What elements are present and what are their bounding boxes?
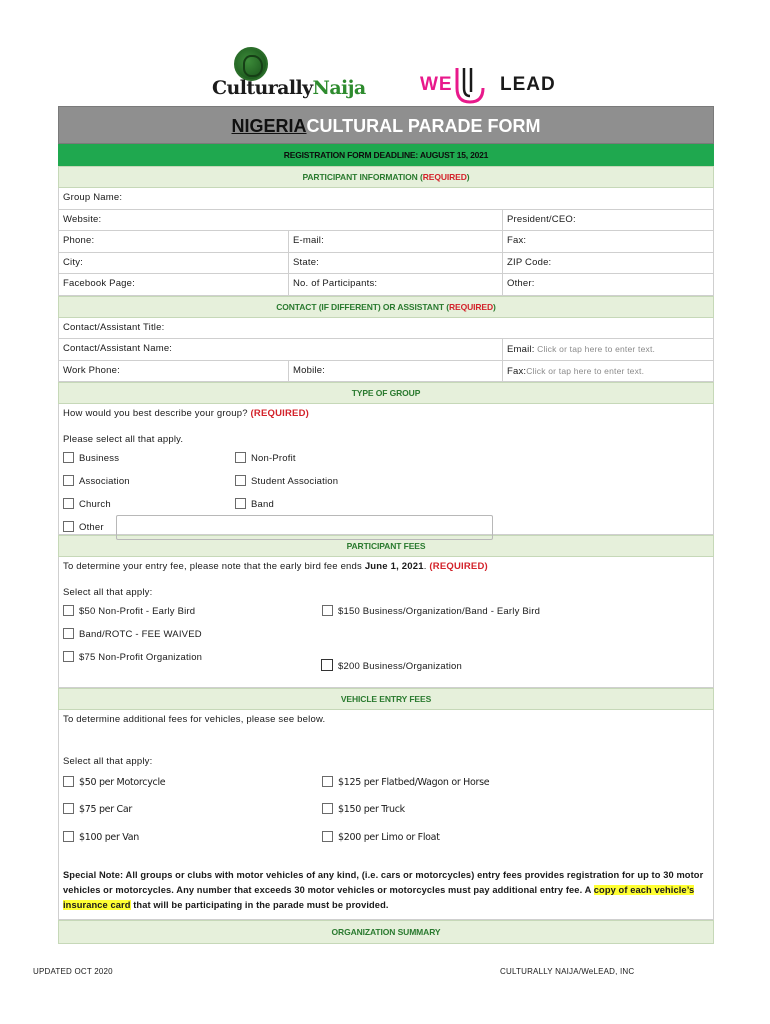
group-question: How would you best describe your group? (REQUIRED) bbox=[63, 408, 310, 419]
option-student-association[interactable]: Student Association bbox=[235, 475, 338, 487]
globe-icon bbox=[234, 47, 268, 81]
section-type-of-group: TYPE OF GROUP bbox=[58, 382, 714, 404]
option-band[interactable]: Band bbox=[235, 498, 274, 510]
contact-title-field[interactable]: Contact/Assistant Title: bbox=[58, 318, 714, 340]
checkbox[interactable] bbox=[63, 628, 74, 639]
welead-mark-icon bbox=[454, 66, 486, 104]
logo-text-lead: LEAD bbox=[500, 74, 556, 95]
special-note: Special Note: All groups or clubs with motor vehicles of any kind, (i.e. cars or motorcycles) entry fees provides registration for up to 30 motor vehicles or motorcycles. Any number that exceeds 30 motor vehicles or motorcycles must pay additional entry fee. A copy of each vehicle’s insurance card that will be participating in the parade must be provided. bbox=[63, 870, 704, 910]
contact-email-field[interactable]: Email: Click or tap here to enter text. bbox=[507, 344, 656, 355]
logo-text-we: WE bbox=[420, 74, 453, 95]
vehicle-option-motorcycle[interactable]: $50 per Motorcycle bbox=[63, 776, 165, 788]
other-group-input[interactable] bbox=[116, 515, 493, 540]
welead-logo bbox=[420, 66, 570, 106]
group-name-field[interactable]: Group Name: bbox=[58, 188, 714, 210]
vehicle-select-hint: Select all that apply: bbox=[63, 756, 153, 767]
website-field[interactable]: Website: bbox=[59, 210, 503, 231]
header-logos bbox=[0, 0, 770, 106]
checkbox[interactable] bbox=[63, 803, 74, 814]
fee-option-200-business[interactable]: $200 Business/Organization bbox=[321, 659, 462, 672]
contact-name-field[interactable]: Contact/Assistant Name: bbox=[59, 339, 503, 360]
checkbox[interactable] bbox=[63, 452, 74, 463]
fee-option-50-nonprofit[interactable]: $50 Non-Profit - Early Bird bbox=[63, 605, 195, 617]
checkbox[interactable] bbox=[321, 659, 333, 671]
checkbox[interactable] bbox=[63, 651, 74, 662]
option-church[interactable]: Church bbox=[63, 498, 111, 510]
fee-option-150-business[interactable]: $150 Business/Organization/Band - Early Bird bbox=[322, 605, 540, 617]
vehicle-option-limo[interactable]: $200 per Limo or Float bbox=[322, 831, 440, 843]
state-field[interactable]: State: bbox=[289, 253, 503, 274]
registration-deadline: REGISTRATION FORM DEADLINE: AUGUST 15, 2021 bbox=[58, 144, 714, 166]
checkbox[interactable] bbox=[63, 605, 74, 616]
email-field[interactable]: E-mail: bbox=[289, 231, 503, 252]
checkbox[interactable] bbox=[322, 803, 333, 814]
section-participant-fees: PARTICIPANT FEES bbox=[58, 535, 714, 557]
work-phone-field[interactable]: Work Phone: bbox=[59, 361, 289, 382]
fee-option-75-nonprofit[interactable]: $75 Non-Profit Organization bbox=[63, 651, 202, 663]
culturally-naija-logo bbox=[212, 47, 366, 103]
participant-fees-block bbox=[58, 557, 714, 688]
section-organization-summary: ORGANIZATION SUMMARY bbox=[58, 920, 714, 944]
vehicle-fees-block bbox=[58, 710, 714, 920]
section-vehicle-entry-fees: VEHICLE ENTRY FEES bbox=[58, 688, 714, 710]
checkbox[interactable] bbox=[235, 475, 246, 486]
checkbox[interactable] bbox=[63, 831, 74, 842]
checkbox[interactable] bbox=[63, 776, 74, 787]
logo-text-culturally: Culturally bbox=[212, 77, 313, 99]
form-title: NIGERIACULTURAL PARADE FORM bbox=[58, 106, 714, 144]
parade-form bbox=[58, 106, 714, 944]
option-association[interactable]: Association bbox=[63, 475, 130, 487]
option-other[interactable]: Other bbox=[63, 521, 104, 533]
facebook-field[interactable]: Facebook Page: bbox=[59, 274, 289, 295]
mobile-field[interactable]: Mobile: bbox=[289, 361, 503, 382]
footer-company: CULTURALLY NAIJA/WeLEAD, INC bbox=[500, 967, 635, 976]
vehicle-option-car[interactable]: $75 per Car bbox=[63, 803, 132, 815]
option-non-profit[interactable]: Non-Profit bbox=[235, 452, 296, 464]
logo-text-naija: Naija bbox=[312, 77, 366, 99]
checkbox[interactable] bbox=[63, 521, 74, 532]
city-field[interactable]: City: bbox=[59, 253, 289, 274]
checkbox[interactable] bbox=[235, 498, 246, 509]
checkbox[interactable] bbox=[322, 776, 333, 787]
section-participant-information: PARTICIPANT INFORMATION (REQUIRED) bbox=[58, 166, 714, 188]
contact-fax-field[interactable]: Fax:Click or tap here to enter text. bbox=[507, 365, 645, 377]
vehicle-option-van[interactable]: $100 per Van bbox=[63, 831, 139, 843]
option-business[interactable]: Business bbox=[63, 452, 119, 464]
phone-field[interactable]: Phone: bbox=[59, 231, 289, 252]
zip-field[interactable]: ZIP Code: bbox=[507, 256, 552, 268]
vehicle-option-truck[interactable]: $150 per Truck bbox=[322, 803, 405, 815]
fee-option-band-rotc[interactable]: Band/ROTC - FEE WAIVED bbox=[63, 628, 202, 640]
vehicle-option-flatbed[interactable]: $125 per Flatbed/Wagon or Horse bbox=[322, 776, 489, 788]
participants-count-field[interactable]: No. of Participants: bbox=[289, 274, 503, 295]
group-select-hint: Please select all that apply. bbox=[63, 434, 184, 445]
section-contact: CONTACT (IF DIFFERENT) OR ASSISTANT (REQUIRED) bbox=[58, 296, 714, 318]
group-type-block bbox=[58, 404, 714, 535]
fees-intro: To determine your entry fee, please note that the early bird fee ends June 1, 2021. (REQUIRED) bbox=[63, 561, 488, 572]
other-field[interactable]: Other: bbox=[507, 278, 535, 289]
vehicle-intro: To determine additional fees for vehicles, please see below. bbox=[63, 714, 326, 725]
president-field[interactable]: President/CEO: bbox=[507, 213, 576, 225]
checkbox[interactable] bbox=[322, 831, 333, 842]
fees-select-hint: Select all that apply: bbox=[63, 587, 153, 598]
checkbox[interactable] bbox=[322, 605, 333, 616]
checkbox[interactable] bbox=[63, 475, 74, 486]
fax-field[interactable]: Fax: bbox=[507, 235, 527, 246]
checkbox[interactable] bbox=[63, 498, 74, 509]
footer-updated: UPDATED OCT 2020 bbox=[33, 967, 113, 976]
checkbox[interactable] bbox=[235, 452, 246, 463]
